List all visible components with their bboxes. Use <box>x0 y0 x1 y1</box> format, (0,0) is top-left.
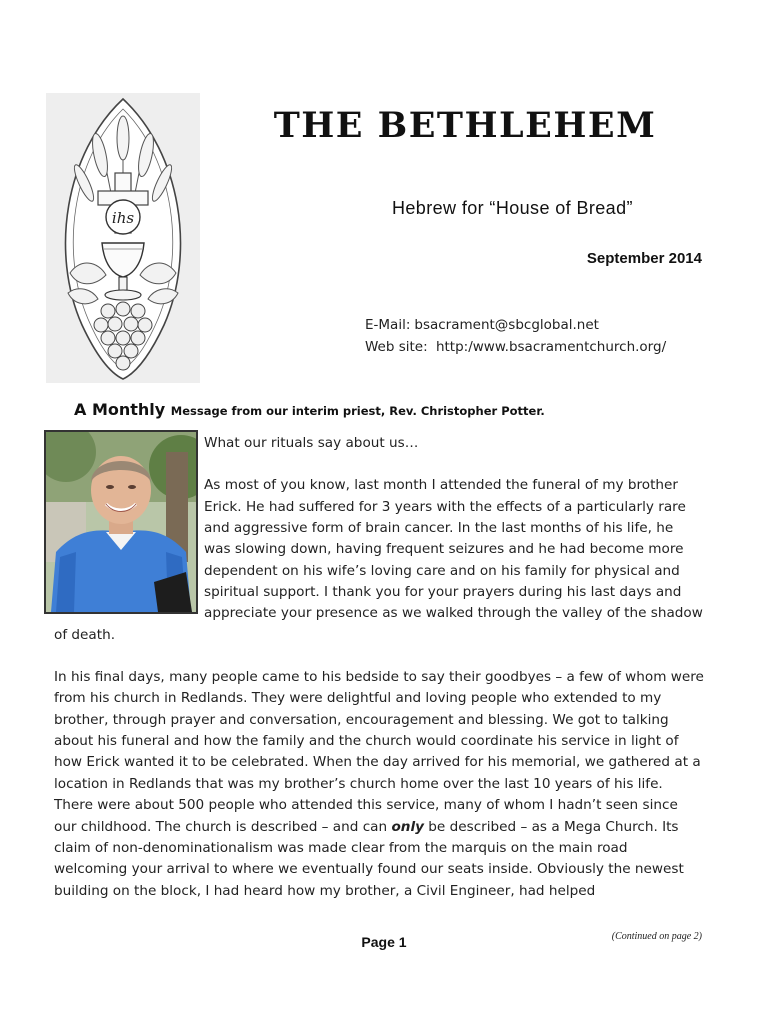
opening-paragraph <box>54 433 704 646</box>
continued-note: (Continued on page 2) <box>611 931 702 942</box>
page-number: Page 1 <box>361 934 407 950</box>
paragraph-1: As most of you know, last month I attended the funeral of my brother Erick. He had suffered for 3 years with the effects of a particularly rare and aggressive form of brain cancer. In the last months of his life, he was slowing down, having frequent seizures and he had become more dependent on his wife’s loving care and on his family for physical and spiritual support. I thank you for your prayers during his last days and appreciate your presence as we walked through the valley of the shadow of death. <box>54 477 703 643</box>
paragraph-2-emphasis: only <box>391 818 424 835</box>
email-link[interactable]: bsacrament@sbcglobal.net <box>414 317 599 333</box>
paragraph-2 <box>54 667 704 902</box>
opening-line: What our rituals say about us… <box>204 435 419 451</box>
paragraph-2-after: be described – as a Mega Church. Its claim of non-denominationalism was made clear from the marquis on the main road welcoming your arrival to where we eventually found our seats inside. Obviously the newest building on the block, I had heard how my brother, a Civil Engineer, had helped <box>54 818 684 899</box>
website-link[interactable]: http:/www.bsacramentchurch.org/ <box>435 339 667 355</box>
headline-lead: A Monthly <box>74 400 166 419</box>
svg-text:ihs: ihs <box>111 209 135 227</box>
article-headline <box>74 400 545 419</box>
article-body <box>54 433 704 902</box>
contact-block <box>365 314 666 358</box>
newsletter-subtitle: Hebrew for “House of Bread” <box>392 198 633 218</box>
church-emblem-logo <box>46 93 200 383</box>
headline-rest: Message from our interim priest, Rev. Christopher Potter. <box>170 404 545 418</box>
newsletter-title: THE BETHLEHEM <box>273 105 657 146</box>
website-label: Web site: <box>365 339 428 355</box>
issue-date: September 2014 <box>586 250 702 267</box>
website-line <box>365 336 666 358</box>
paragraph-2-before: In his final days, many people came to his bedside to say their goodbyes – a few of whom were from his church in Redlands. They were delightful and loving people who extended to my brother, through prayer and conversation, encouragement and blessing. We got to talking about his funeral and how the family and the church would coordinate his service in light of how Erick wanted it to be celebrated. When the day arrived for his memorial, we gathered at a location in Redlands that was my brother’s church home over the last 10 years of his life. There were about 500 people who attended this service, many of whom I hadn’t seen since our childhood. The church is described – and can <box>54 669 704 835</box>
email-label: E-Mail: <box>365 317 411 333</box>
email-line <box>365 314 666 336</box>
portrait-spacer <box>54 433 204 624</box>
